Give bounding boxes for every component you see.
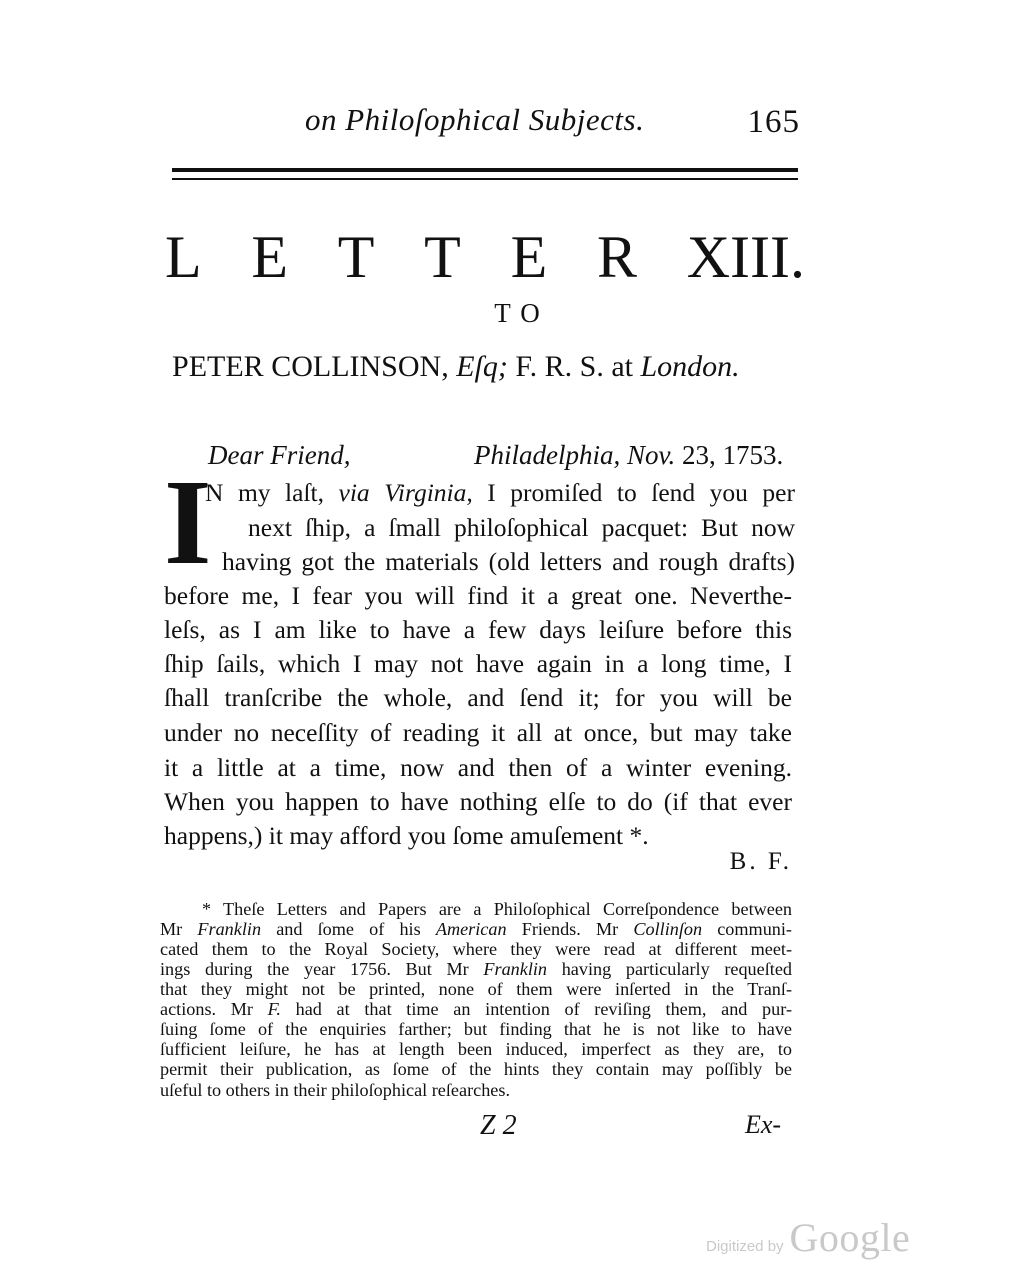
body-line: [205, 478, 795, 508]
heading-letter: T: [337, 224, 375, 290]
footnote-text-italic: F.: [267, 999, 281, 1019]
addressee-frs: F. R. S. at: [515, 350, 633, 383]
body-line: ſhip ſails, which I may not have again in a long time, I: [164, 649, 792, 678]
footnote-line: [160, 1000, 792, 1019]
footnote-line: [160, 940, 792, 959]
addressee-line: [172, 350, 796, 384]
footnote-text-italic: Franklin: [483, 959, 548, 979]
dateline-place: Philadelphia,: [474, 440, 621, 470]
drop-cap: I: [164, 455, 212, 590]
footnote-text: that they might not be printed, none of them were inſerted in the Tranſ-: [160, 979, 792, 999]
addressee-esq: Eſq;: [456, 350, 508, 383]
body-line: having got the materials (old letters and rough drafts): [222, 547, 795, 576]
heading-letter: R: [596, 224, 637, 290]
footnote-text: Mr: [160, 919, 198, 939]
addressee-first-rest: ETER: [188, 350, 264, 383]
to-line: TO: [494, 298, 550, 328]
footnote-text: ſufficient leiſure, he has at length been induced, imperfect as they are, to: [160, 1039, 792, 1059]
heading-letter: E: [510, 224, 548, 290]
footnote-text: uſeful to others in their philoſophical reſearches.: [160, 1080, 510, 1100]
watermark-prefix: Digitized by: [706, 1238, 784, 1255]
footnote-line: [202, 900, 792, 919]
footnote-text: actions. Mr: [160, 999, 268, 1019]
dateline-day-year: 23, 1753.: [681, 440, 784, 470]
running-head: [170, 98, 800, 148]
footnote-text: had at that time an intention of reviſing them, and pur-: [280, 999, 792, 1019]
body-line: happens,) it may afford you ſome amuſement *.: [164, 821, 649, 850]
letter-heading: [165, 222, 805, 292]
body-text: N my laſt,: [205, 478, 339, 507]
addressee-place: London.: [640, 350, 740, 383]
footnote-line: [160, 1020, 792, 1039]
letter-signature: B. F.: [729, 848, 792, 875]
heading-numeral: XIII.: [686, 224, 805, 290]
body-line: it a little at a time, now and then of a winter evening.: [164, 753, 792, 782]
addressee-first-initial: P: [172, 350, 189, 383]
footnote-text: cated them to the Royal Society, where they were read at different meet-: [160, 939, 792, 959]
footnote-line: [160, 920, 792, 939]
footnote-text: communi-: [702, 919, 792, 939]
google-logo: Google: [789, 1215, 911, 1260]
heading-letter: E: [251, 224, 289, 290]
dateline-month: Nov.: [626, 440, 676, 470]
footnote-text: having particularly requeſted: [547, 959, 792, 979]
footnote-line: [160, 1060, 792, 1079]
digitized-watermark: [706, 1214, 910, 1261]
footnote-line: [160, 1081, 510, 1100]
body-line: When you happen to have nothing elſe to do (if that ever: [164, 787, 792, 816]
running-title: on Philoſophical Subjects.: [305, 102, 645, 137]
addressee-last-initial: C: [271, 350, 292, 383]
footnote-line: [160, 960, 792, 979]
page-number: 165: [747, 104, 800, 140]
signature-mark: Z 2: [480, 1110, 517, 1141]
footnote-text-italic: Franklin: [197, 919, 262, 939]
footnote-line: [160, 1040, 792, 1059]
dateline: [474, 440, 799, 471]
body-text-italic: via Virginia,: [338, 478, 473, 507]
body-line: before me, I fear you will find it a great one. Neverthe-: [164, 581, 792, 610]
footnote-text: and ſome of his: [261, 919, 436, 939]
addressee-last-rest: OLLINSON,: [291, 350, 449, 383]
header-rule-thin: [172, 178, 798, 180]
footnote-text: * Theſe Letters and Papers are a Philoſophical Correſpondence between: [202, 899, 792, 919]
footnote-text: Friends. Mr: [506, 919, 634, 939]
header-rule-thick: [172, 168, 798, 172]
footnote-text-italic: Collinſon: [633, 919, 703, 939]
body-line: ſhall tranſcribe the whole, and ſend it; for you will be: [164, 683, 792, 712]
footnote-text: ings during the year 1756. But Mr: [160, 959, 484, 979]
body-line: next ſhip, a ſmall philoſophical pacquet: But now: [248, 513, 795, 542]
catchword: Ex-: [745, 1110, 782, 1139]
heading-letter: T: [424, 224, 461, 290]
heading-letter: L: [165, 224, 202, 290]
body-text: I promiſed to ſend you per: [472, 478, 795, 507]
footnote-text: ſuing ſome of the enquiries farther; but finding that he is not like to have: [160, 1019, 792, 1039]
footnote-text: permit their publication, as ſome of the hints they contain may poſſibly be: [160, 1059, 792, 1079]
footnote-text-italic: American: [435, 919, 507, 939]
footnote-line: [160, 980, 792, 999]
body-line: under no neceſſity of reading it all at once, but may take: [164, 718, 792, 747]
body-line: leſs, as I am like to have a few days leiſure before this: [164, 615, 792, 644]
salutation: Dear Friend,: [208, 440, 351, 470]
